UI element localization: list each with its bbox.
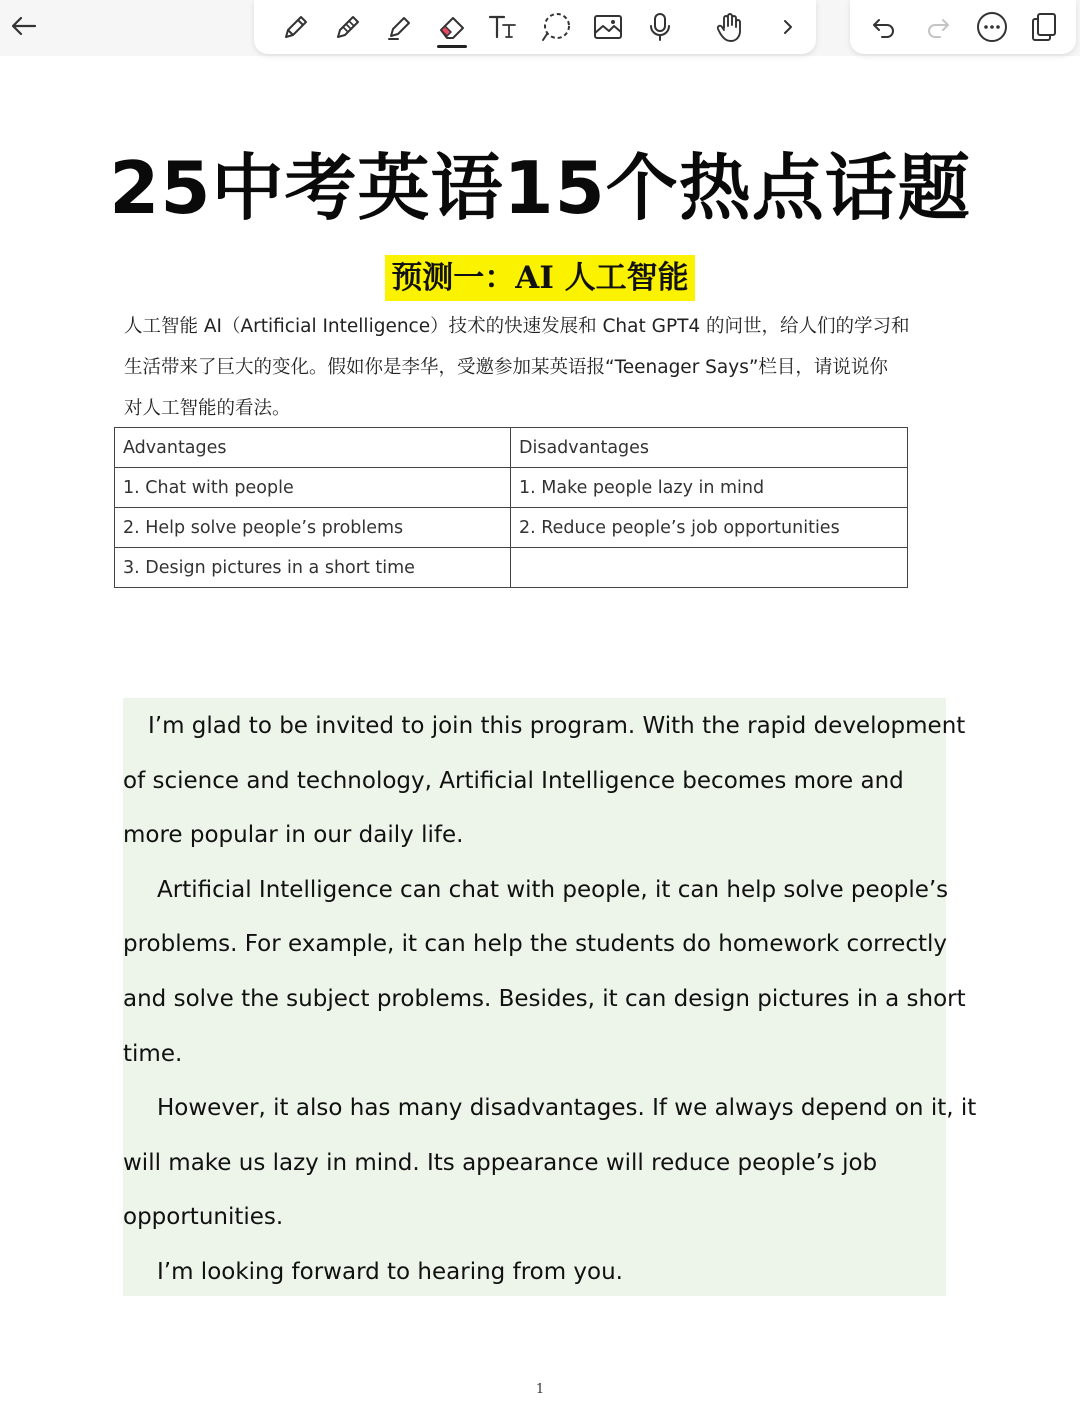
highlighter-icon [384, 11, 416, 43]
more-tools-button[interactable] [770, 9, 806, 45]
eraser-icon [436, 11, 468, 43]
record-audio-button[interactable] [642, 9, 678, 45]
lasso-tool-button[interactable] [538, 9, 574, 45]
table-cell: 1. Chat with people [115, 468, 511, 508]
essay-line: opportunities. [123, 1204, 284, 1231]
pen-icon [280, 11, 312, 43]
prompt-line: 人工智能 AI（Artificial Intelligence）技术的快速发展和 Chat GPT4 的问世，给人们的学习和 [124, 316, 910, 337]
page-title: 25中考英语15个热点话题 [109, 146, 971, 230]
essay-line: problems. For example, it can help the students do homework correctly [123, 931, 947, 958]
prompt-line: 对人工智能的看法。 [124, 398, 291, 419]
pencil-icon [332, 11, 364, 43]
essay-line: more popular in our daily life. [123, 822, 464, 849]
redo-button[interactable] [920, 9, 956, 45]
table-header-row [115, 428, 908, 468]
hand-gesture-icon [713, 10, 747, 44]
microphone-icon [644, 11, 676, 43]
table-cell [511, 548, 908, 588]
back-button[interactable] [4, 6, 44, 46]
pages-icon [1028, 11, 1060, 43]
gesture-tool-button[interactable] [712, 9, 748, 45]
table-cell: 3. Design pictures in a short time [115, 548, 511, 588]
table-row [115, 508, 908, 548]
essay-line: I’m looking forward to hearing from you. [157, 1258, 623, 1285]
table-cell: 1. Make people lazy in mind [511, 468, 908, 508]
text-tool-button[interactable] [486, 9, 522, 45]
essay-line: Artificial Intelligence can chat with people, it can help solve people’s [157, 876, 949, 903]
more-icon [975, 10, 1009, 44]
active-tool-indicator [437, 45, 467, 48]
back-arrow-icon [9, 11, 39, 41]
essay-line: of science and technology, Artificial Intelligence becomes more and [123, 767, 904, 794]
undo-button[interactable] [866, 9, 902, 45]
page-overview-button[interactable] [1026, 9, 1062, 45]
table-cell: 2. Help solve people’s problems [115, 508, 511, 548]
essay-line: I’m glad to be invited to join this program. With the rapid development [148, 713, 966, 739]
sample-essay [123, 698, 977, 1296]
drawing-tools-bar [254, 0, 816, 54]
advantages-disadvantages-table [114, 427, 908, 588]
undo-icon [870, 13, 898, 41]
lasso-icon [539, 10, 573, 44]
essay-line: will make us lazy in mind. Its appearance will reduce people’s job [123, 1149, 878, 1176]
pen-tool-button[interactable] [278, 9, 314, 45]
table-row [115, 468, 908, 508]
essay-line: time. [123, 1040, 183, 1067]
eraser-tool-button[interactable] [434, 9, 470, 45]
table-cell: 2. Reduce people’s job opportunities [511, 508, 908, 548]
prompt-line: 生活带来了巨大的变化。假如你是李华，受邀参加某英语报“Teenager Says”栏目，请说说你 [124, 357, 888, 378]
table-header-cell: Advantages [115, 428, 511, 468]
essay-line: and solve the subject problems. Besides, it can design pictures in a short [123, 985, 966, 1012]
document-actions-bar [850, 0, 1076, 54]
essay-line: However, it also has many disadvantages. If we always depend on it, it [157, 1095, 977, 1122]
table-header-cell: Disadvantages [511, 428, 908, 468]
writing-prompt [124, 306, 954, 429]
table-row [115, 548, 908, 588]
chevron-right-icon [778, 17, 798, 37]
top-toolbar [0, 0, 1080, 56]
section-heading: 预测一：AI 人工智能 [385, 255, 694, 301]
insert-image-button[interactable] [590, 9, 626, 45]
page-number: 1 [535, 1382, 545, 1397]
image-icon [592, 11, 624, 43]
text-tool-icon [487, 11, 521, 43]
redo-icon [924, 13, 952, 41]
pencil-tool-button[interactable] [330, 9, 366, 45]
highlighter-tool-button[interactable] [382, 9, 418, 45]
more-options-button[interactable] [974, 9, 1010, 45]
section-heading-container [0, 255, 1080, 301]
